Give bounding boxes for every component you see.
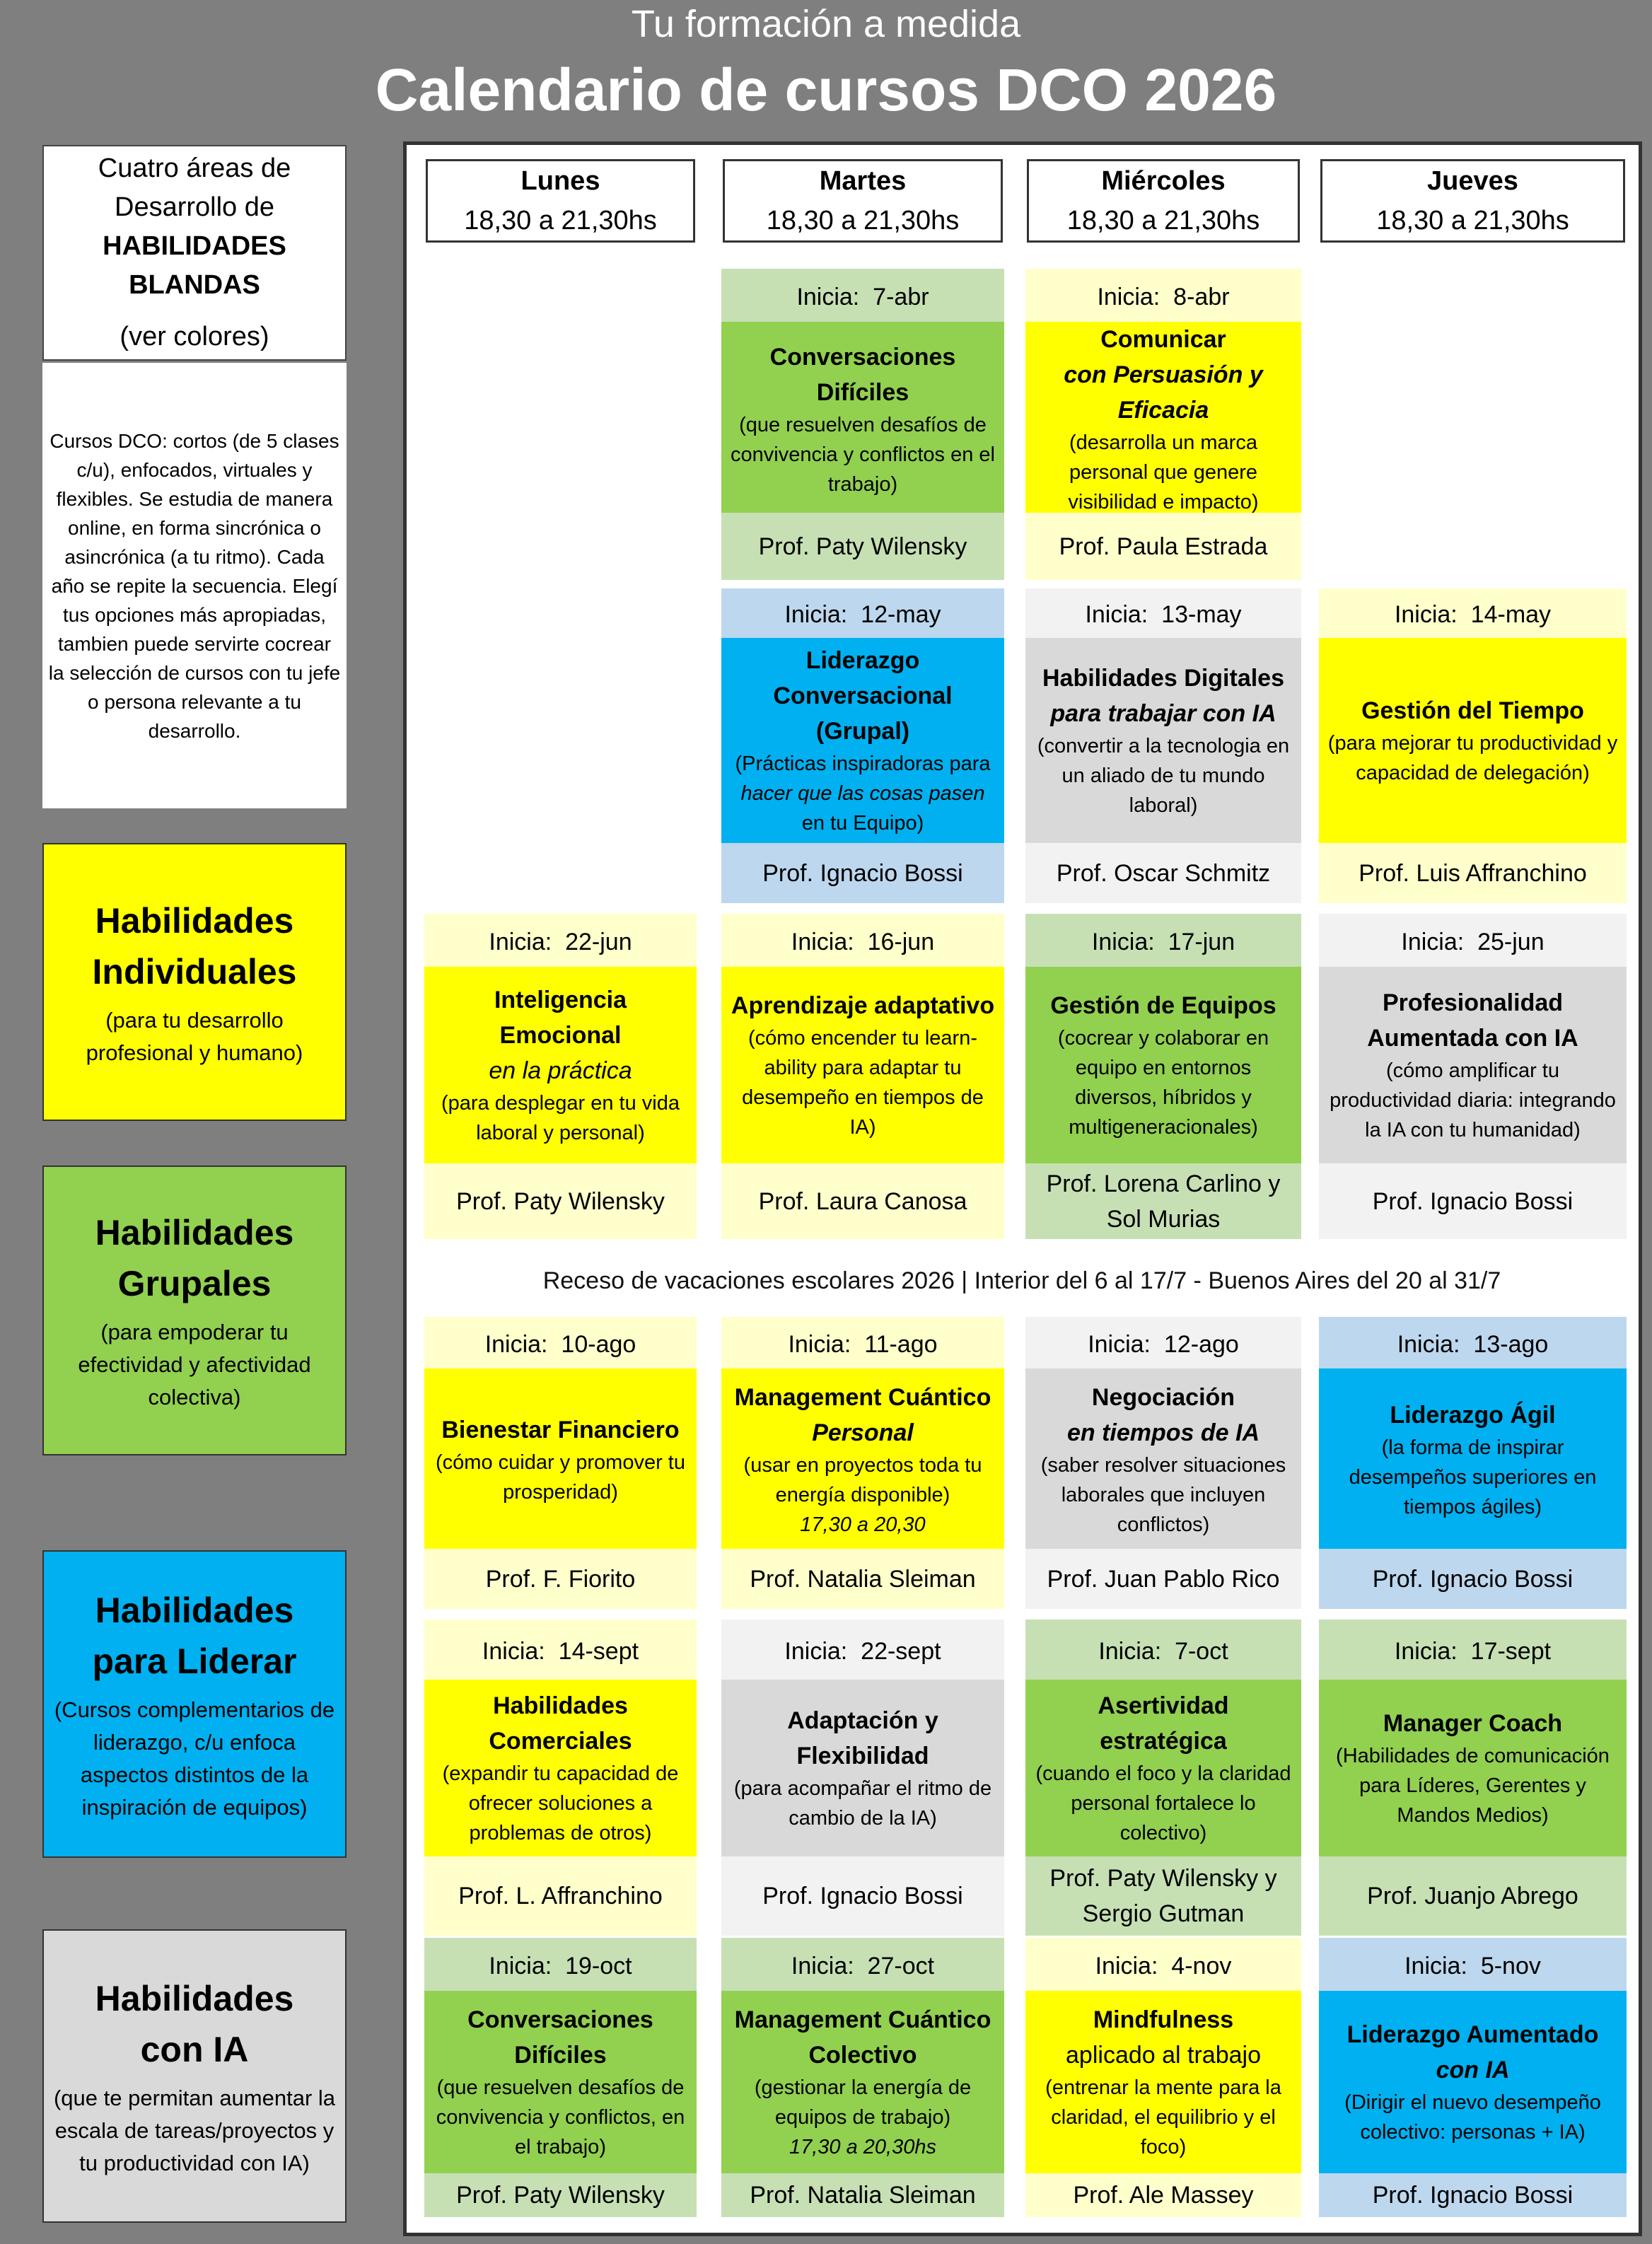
start-line	[1095, 1953, 1232, 1980]
professor-name: Prof. Natalia Sleiman	[750, 2182, 976, 2209]
course-professor	[721, 1549, 1004, 1609]
day-header	[426, 159, 695, 243]
intro-description: Cursos DCO: cortos (de 5 clases c/u), enfocados, virtuales y flexibles. Se estudia de manera online, en forma sincrónica o asincrónica (a tu ritmo). Cada año se repite la secuencia. Elegí tus opciones más apropiadas, tambien puede servirte cocrear la selección de cursos con tu jefe o persona relevante a tu desarrollo.	[42, 363, 347, 808]
course-description-text: (gestionar la energía de equipos de trabajo)	[754, 2076, 972, 2129]
course-card	[721, 1368, 1004, 1551]
start-line	[1097, 284, 1229, 311]
course-professor	[721, 513, 1004, 580]
professor-name: Prof. Lorena Carlino y Sol Murias	[1046, 1170, 1281, 1233]
course-professor	[424, 1856, 697, 1936]
course-title-italic: en tiempos de IA	[1066, 1419, 1260, 1446]
start-prefix: Inicia:	[791, 1952, 854, 1980]
course-description	[1032, 1451, 1294, 1540]
course-title: Habilidades Comerciales	[489, 1692, 632, 1755]
course-professor	[424, 2173, 697, 2217]
start-prefix: Inicia:	[1095, 1952, 1158, 1980]
course-title: Profesionalidad Aumentada con IA	[1367, 989, 1578, 1052]
course-card	[721, 1680, 1004, 1856]
start-date-value: 14-sept	[558, 1637, 639, 1665]
day-name: Lunes	[520, 166, 600, 196]
course-card	[424, 1991, 697, 2173]
day-name: Martes	[819, 166, 907, 196]
start-date-value: 11-ago	[864, 1330, 938, 1358]
course-description-text: (Habilidades de comunicación para Líderes, Gerentes y Mandos Medios)	[1336, 1745, 1610, 1827]
day-header	[723, 159, 1003, 243]
start-prefix: Inicia:	[1091, 928, 1155, 955]
professor-name: Prof. Juan Pablo Rico	[1047, 1565, 1280, 1593]
course-card	[721, 1991, 1004, 2173]
course-professor	[1025, 2173, 1301, 2217]
course-description	[728, 1451, 997, 1510]
start-date-value: 13-ago	[1473, 1330, 1549, 1358]
start-prefix: Inicia:	[788, 1330, 851, 1358]
day-header	[1027, 159, 1300, 243]
course-card	[1319, 1991, 1627, 2173]
course-start-date	[1319, 1620, 1627, 1683]
course-title: Conversaciones Difíciles	[467, 2006, 653, 2069]
course-description	[1032, 2073, 1294, 2162]
course-description	[728, 1023, 997, 1142]
course-card	[1025, 1991, 1301, 2173]
course-professor	[1025, 1856, 1301, 1936]
course-description	[1326, 2088, 1619, 2147]
legend-title: Habilidades	[95, 1213, 294, 1252]
course-description-text: (cocrear y colaborar en equipo en entornos diversos, híbridos y multigeneracionales)	[1057, 1027, 1269, 1139]
start-prefix: Inicia:	[482, 1637, 545, 1665]
course-description-text: (cuando el foco y la claridad personal fortalece lo colectivo)	[1035, 1762, 1291, 1844]
course-description-text: (para mejorar tu productividad y capacidad de delegación)	[1327, 732, 1618, 784]
intro-line: Cuatro áreas de	[98, 153, 291, 183]
course-start-date	[721, 914, 1004, 970]
course-card	[721, 967, 1004, 1163]
start-date-value: 5-nov	[1480, 1952, 1541, 1980]
day-time: 18,30 a 21,30hs	[464, 206, 657, 236]
course-card	[424, 1368, 697, 1551]
course-description-text: (entrenar la mente para la claridad, el equilibrio y el foco)	[1045, 2076, 1281, 2158]
course-start-date	[721, 269, 1004, 325]
legend-title: para Liderar	[92, 1641, 297, 1681]
start-line	[1397, 1331, 1549, 1359]
legend-title: Habilidades	[95, 1978, 294, 2018]
start-prefix: Inicia:	[1085, 600, 1148, 628]
start-line	[788, 1331, 937, 1359]
course-start-date	[1319, 914, 1627, 970]
start-date-value: 14-may	[1470, 600, 1552, 628]
legend-box	[42, 1929, 347, 2223]
course-description-text: (cómo cuidar y promover tu prosperidad)	[436, 1451, 685, 1504]
start-date-value: 4-nov	[1171, 1952, 1232, 1980]
start-date-value: 19-oct	[565, 1952, 632, 1980]
recess-note: Receso de vacaciones escolares 2026 | Interior del 6 al 17/7 - Buenos Aires del 20 al 31/7	[542, 1267, 1501, 1294]
course-card	[1025, 1680, 1301, 1856]
course-title: Adaptación y Flexibilidad	[787, 1707, 938, 1769]
course-start-date	[721, 1938, 1004, 1994]
course-title: Negociación	[1091, 1384, 1235, 1411]
legend-box	[42, 843, 347, 1121]
start-prefix: Inicia:	[1088, 1330, 1151, 1358]
course-card	[721, 638, 1004, 843]
course-description-text: (convertir a la tecnologia en un aliado de tu mundo laboral)	[1037, 735, 1290, 817]
course-professor	[721, 1856, 1004, 1936]
course-schedule-note: 17,30 a 20,30hs	[789, 2136, 936, 2158]
course-description	[1032, 731, 1294, 820]
course-professor	[721, 1163, 1004, 1239]
professor-name: Prof. F. Fiorito	[485, 1565, 636, 1593]
course-start-date	[1025, 588, 1301, 641]
course-professor	[1025, 1163, 1301, 1239]
course-description-tail: en tu Equipo)	[801, 812, 924, 835]
course-description	[431, 1448, 690, 1507]
start-prefix: Inicia:	[1098, 1637, 1162, 1665]
course-start-date	[1025, 269, 1301, 325]
course-card	[424, 967, 697, 1163]
course-title: Gestión de Equipos	[1050, 992, 1276, 1019]
day-time: 18,30 a 21,30hs	[1066, 206, 1260, 236]
course-description	[728, 2073, 997, 2132]
course-description	[1032, 1759, 1294, 1848]
start-date-value: 7-abr	[873, 283, 929, 310]
start-date-value: 22-sept	[861, 1637, 941, 1665]
legend-title: Habilidades	[95, 900, 294, 941]
start-line	[1395, 601, 1551, 629]
day-time: 18,30 a 21,30hs	[1376, 206, 1569, 236]
course-start-date	[1319, 588, 1627, 641]
professor-name: Prof. Paty Wilensky	[758, 533, 967, 560]
start-line	[489, 929, 632, 956]
start-line	[1098, 1638, 1228, 1665]
course-schedule-note: 17,30 a 20,30	[800, 1513, 926, 1536]
course-title: Liderazgo Ágil	[1390, 1402, 1556, 1429]
start-date-value: 13-may	[1161, 600, 1242, 628]
course-description-text: (expandir tu capacidad de ofrecer soluciones a problemas de otros)	[442, 1762, 679, 1844]
course-title: Liderazgo Conversacional (Grupal)	[773, 647, 953, 745]
professor-name: Prof. Paula Estrada	[1059, 533, 1268, 560]
legend-box	[42, 1165, 347, 1455]
intro-line: (ver colores)	[120, 322, 269, 351]
course-description-italic: hacer que las cosas pasen	[740, 782, 985, 805]
course-description-text: (la forma de inspirar desempeños superiores en tiempos ágiles)	[1349, 1436, 1597, 1518]
course-professor	[1025, 513, 1301, 580]
course-description	[1032, 1023, 1294, 1142]
course-card	[1025, 638, 1301, 843]
start-date-value: 8-abr	[1173, 283, 1230, 310]
start-prefix: Inicia:	[484, 1330, 548, 1358]
course-start-date	[1025, 914, 1301, 970]
course-description-text: (desarrolla un marca personal que genere visibilidad e impacto)	[1068, 431, 1259, 513]
course-title: Conversaciones Difíciles	[769, 343, 956, 406]
course-title: Liderazgo Aumentado	[1346, 2021, 1599, 2048]
legend-description: (Cursos complementarios de liderazgo, c/u enfoca aspectos distintos de la inspiración de equipos)	[54, 1697, 335, 1820]
start-prefix: Inicia:	[1401, 928, 1465, 955]
start-date-value: 17-jun	[1168, 928, 1235, 955]
start-prefix: Inicia:	[489, 928, 552, 955]
course-professor	[424, 1163, 697, 1239]
start-line	[482, 1638, 639, 1665]
intro-line: HABILIDADES	[103, 231, 286, 261]
course-title: Inteligencia Emocional	[494, 987, 627, 1049]
start-line	[1401, 929, 1544, 956]
course-title-italic: para trabajar con IA	[1050, 700, 1276, 727]
start-prefix: Inicia:	[1394, 600, 1458, 628]
course-start-date	[721, 1620, 1004, 1683]
course-description	[431, 1088, 690, 1148]
start-line	[1404, 1953, 1541, 1980]
course-description-text: (para acompañar el ritmo de cambio de la IA)	[733, 1777, 992, 1830]
start-prefix: Inicia:	[489, 1952, 552, 1980]
course-professor	[1319, 1163, 1627, 1239]
legend-description: (para tu desarrollo profesional y humano)	[86, 1007, 303, 1065]
course-professor	[1319, 1549, 1627, 1609]
course-title: Habilidades Digitales	[1042, 665, 1284, 692]
legend-description: (que te permitan aumentar la escala de tareas/proyectos y tu productividad con IA)	[53, 2085, 336, 2175]
course-title: Bienestar Financiero	[441, 1417, 680, 1443]
start-line	[791, 929, 934, 956]
course-description	[1326, 1741, 1619, 1830]
course-description	[728, 410, 997, 499]
course-professor	[1319, 843, 1627, 903]
start-prefix: Inicia:	[791, 928, 854, 955]
course-description-text: (saber resolver situaciones laborales que incluyen conflictos)	[1040, 1454, 1286, 1536]
course-start-date	[721, 1317, 1004, 1372]
course-title-italic: con IA	[1436, 2057, 1510, 2083]
course-start-date	[1025, 1317, 1301, 1372]
start-prefix: Inicia:	[784, 1637, 848, 1665]
course-card	[1319, 967, 1627, 1163]
course-card	[1319, 1368, 1627, 1551]
legend-description: (para empoderar tu efectividad y afectividad colectiva)	[78, 1320, 311, 1409]
course-title-italic: con Persuasión y Eficacia	[1064, 361, 1263, 424]
legend-title: Individuales	[92, 951, 297, 992]
professor-name: Prof. Ale Massey	[1073, 2182, 1254, 2209]
intro-box	[42, 145, 347, 361]
course-title: Management Cuántico	[734, 1384, 991, 1411]
professor-name: Prof. Ignacio Bossi	[1372, 1187, 1574, 1215]
start-date-value: 25-jun	[1477, 928, 1545, 955]
course-description-text: (Prácticas inspiradoras para	[735, 752, 991, 775]
course-description	[1032, 428, 1294, 517]
professor-name: Prof. Ignacio Bossi	[762, 859, 963, 887]
course-title: Gestión del Tiempo	[1361, 697, 1584, 724]
course-card	[1025, 322, 1301, 516]
course-start-date	[1025, 1938, 1301, 1994]
professor-name: Prof. Juanjo Abrego	[1367, 1883, 1578, 1909]
start-prefix: Inicia:	[1394, 1637, 1458, 1665]
course-description	[728, 1774, 997, 1833]
course-title-italic: en la práctica	[489, 1057, 632, 1084]
course-description-text: (que resuelven desafíos de convivencia y conflictos en el trabajo)	[731, 413, 995, 496]
course-card	[424, 1680, 697, 1856]
start-date-value: 22-jun	[565, 928, 632, 955]
course-description-text: (para desplegar en tu vida laboral y personal)	[441, 1092, 680, 1144]
course-card	[1025, 1368, 1301, 1551]
professor-name: Prof. Ignacio Bossi	[1372, 1565, 1574, 1593]
course-professor	[1025, 843, 1301, 903]
start-line	[791, 1953, 934, 1980]
start-prefix: Inicia:	[1397, 1330, 1460, 1358]
day-time: 18,30 a 21,30hs	[766, 206, 960, 236]
professor-name: Prof. L. Affranchino	[458, 1883, 663, 1909]
professor-name: Prof. Oscar Schmitz	[1056, 859, 1271, 887]
professor-name: Prof. Luis Affranchino	[1359, 859, 1587, 887]
course-description	[1326, 1056, 1619, 1145]
course-professor	[721, 2173, 1004, 2217]
start-date-value: 12-ago	[1163, 1330, 1239, 1358]
course-card	[1319, 638, 1627, 843]
day-header	[1320, 159, 1625, 243]
start-date-value: 12-may	[861, 600, 941, 628]
course-title-italic: Personal	[812, 1419, 914, 1446]
day-name: Jueves	[1427, 166, 1518, 196]
course-start-date	[721, 588, 1004, 641]
course-professor	[721, 843, 1004, 903]
start-line	[1092, 929, 1235, 956]
course-description	[431, 2073, 690, 2162]
course-title-plain: aplicado al trabajo	[1066, 2042, 1261, 2069]
start-date-value: 16-jun	[867, 928, 935, 955]
header-subtitle: Tu formación a medida	[631, 3, 1021, 45]
intro-line: BLANDAS	[129, 270, 260, 300]
professor-name: Prof. Paty Wilensky y Sergio Gutman	[1049, 1865, 1277, 1927]
start-prefix: Inicia:	[796, 283, 860, 310]
course-description-text: (que resuelven desafíos de convivencia y conflictos, en el trabajo)	[436, 2076, 685, 2158]
course-description-text: (usar en proyectos toda tu energía disponible)	[743, 1454, 982, 1506]
course-professor	[424, 1549, 697, 1609]
intro-line: Desarrollo de	[115, 192, 274, 222]
course-description	[1326, 1433, 1619, 1522]
course-description-text: (cómo amplificar tu productividad diaria: integrando la IA con tu humanidad)	[1330, 1059, 1616, 1141]
legend-title: Grupales	[117, 1264, 272, 1303]
course-start-date	[424, 914, 697, 970]
course-start-date	[1319, 1938, 1627, 1994]
course-start-date	[1319, 1317, 1627, 1372]
course-professor	[1025, 1549, 1301, 1609]
start-prefix: Inicia:	[1404, 1952, 1467, 1980]
page-title: Calendario de cursos DCO 2026	[375, 56, 1277, 123]
course-start-date	[424, 1317, 697, 1372]
course-title: Comunicar	[1100, 325, 1226, 353]
course-description-text: (cómo encender tu learn-ability para adaptar tu desempeño en tiempos de IA)	[742, 1027, 984, 1139]
legend-title: con IA	[140, 2029, 249, 2069]
start-date-value: 17-sept	[1470, 1637, 1552, 1665]
start-line	[1085, 601, 1241, 629]
start-line	[489, 1953, 632, 1980]
professor-name: Prof. Paty Wilensky	[456, 2182, 665, 2209]
course-professor	[1319, 2173, 1627, 2217]
start-line	[796, 284, 929, 311]
course-card	[1319, 1680, 1627, 1856]
course-start-date	[424, 1938, 697, 1994]
day-name: Miércoles	[1101, 166, 1226, 196]
course-description	[1326, 728, 1619, 788]
legend-box	[42, 1550, 347, 1858]
start-line	[485, 1331, 636, 1359]
start-line	[1395, 1638, 1551, 1665]
professor-name: Prof. Paty Wilensky	[456, 1187, 665, 1215]
professor-name: Prof. Laura Canosa	[758, 1187, 967, 1215]
course-professor	[1319, 1856, 1627, 1936]
start-date-value: 10-ago	[561, 1330, 636, 1358]
course-start-date	[1025, 1620, 1301, 1683]
start-line	[1088, 1331, 1239, 1359]
start-date-value: 7-oct	[1175, 1637, 1228, 1665]
course-title: Mindfulness	[1093, 2006, 1234, 2033]
professor-name: Prof. Natalia Sleiman	[750, 1565, 976, 1593]
legend-title: Habilidades	[95, 1590, 294, 1630]
course-title: Asertividad estratégica	[1098, 1692, 1229, 1755]
course-title: Aprendizaje adaptativo	[731, 992, 995, 1019]
professor-name: Prof. Ignacio Bossi	[762, 1883, 963, 1909]
course-title: Manager Coach	[1383, 1710, 1563, 1737]
start-line	[784, 601, 941, 629]
start-line	[784, 1638, 941, 1665]
start-prefix: Inicia:	[784, 600, 848, 628]
start-date-value: 27-oct	[867, 1952, 935, 1980]
course-title: Management Cuántico Colectivo	[734, 2006, 991, 2069]
course-card	[1025, 967, 1301, 1163]
course-description	[728, 749, 997, 838]
course-description-text: (Dirigir el nuevo desempeño colectivo: personas + IA)	[1344, 2091, 1601, 2144]
course-card	[721, 322, 1004, 516]
start-prefix: Inicia:	[1097, 283, 1161, 310]
course-description	[431, 1759, 690, 1848]
professor-name: Prof. Ignacio Bossi	[1372, 2182, 1574, 2209]
course-start-date	[424, 1620, 697, 1683]
